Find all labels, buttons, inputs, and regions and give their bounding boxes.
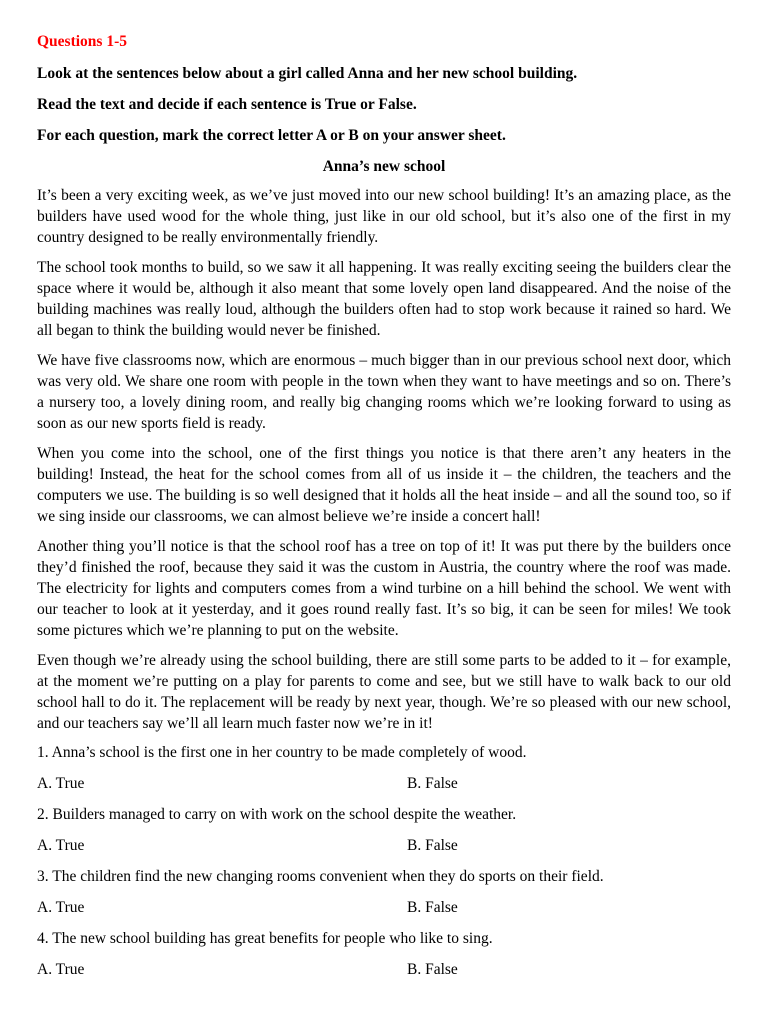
article-paragraph: The school took months to build, so we saw it all happening. It was really exciting seeing the builders clear the space where it would be, although it also meant that some lovely open land disappeared. And the noise of the building machines was really loud, although the builders often had to stop work because it rained so hard. We all began to think the building would never be finished. <box>37 259 731 339</box>
instruction-line-1: Look at the sentences below about a girl called Anna and her new school building. <box>37 65 578 82</box>
article-paragraph: Another thing you’ll notice is that the school roof has a tree on top of it! It was put there by the builders once they’d finished the roof, because they said it was the custom in Austria, the country where the roof was made. The electricity for lights and computers comes from a wind turbine on a hill behind the school. We went with our teacher to look at it yesterday, and it goes round really fast. It’s so big, it can be seen for miles! We took some pictures which we’re planning to put on the website. <box>37 538 731 639</box>
instruction-line-3: For each question, mark the correct letter A or B on your answer sheet. <box>37 127 506 144</box>
question-3-options <box>37 898 731 918</box>
article-paragraph: It’s been a very exciting week, as we’ve just moved into our new school building! It’s an amazing place, as the builders have used wood for the whole thing, just like in our old school, but it’s also one of the first in my country designed to be really environmentally friendly. <box>37 187 731 246</box>
question-1-option-b: B. False <box>407 775 458 792</box>
question-3-option-a: A. True <box>37 899 85 916</box>
article-paragraph: When you come into the school, one of the first things you notice is that there aren’t any heaters in the building! Instead, the heat for the school comes from all of us inside it – the children, the teachers and the computers we use. The building is so well designed that it holds all the heat inside – and all the sound too, so if we sing inside our classrooms, we can almost believe we’re inside a concert hall! <box>37 445 731 525</box>
question-2-options <box>37 836 731 856</box>
instruction-line-2: Read the text and decide if each sentence is True or False. <box>37 96 417 113</box>
document-page <box>37 32 731 991</box>
question-4-option-b: B. False <box>407 961 458 978</box>
question-4-options <box>37 960 731 980</box>
questions-heading: Questions 1-5 <box>37 33 127 50</box>
question-3-option-b: B. False <box>407 899 458 916</box>
question-2-text: 2. Builders managed to carry on with work on the school despite the weather. <box>37 806 517 823</box>
question-2-option-a: A. True <box>37 837 85 854</box>
article-paragraph: We have five classrooms now, which are enormous – much bigger than in our previous school next door, which was very old. We share one room with people in the town when they want to have meetings and so on. There’s a nursery too, a lovely dining room, and really big changing rooms which we’re looking forward to using as soon as our new sports field is ready. <box>37 352 731 432</box>
question-4-text: 4. The new school building has great benefits for people who like to sing. <box>37 930 493 947</box>
question-3-text: 3. The children find the new changing rooms convenient when they do sports on their field. <box>37 868 604 885</box>
question-1-options <box>37 774 731 794</box>
question-1-option-a: A. True <box>37 775 85 792</box>
question-2-option-b: B. False <box>407 837 458 854</box>
article-title: Anna’s new school <box>322 158 446 175</box>
article-paragraph: Even though we’re already using the school building, there are still some parts to be added to it – for example, at the moment we’re putting on a play for parents to come and see, but we still have to walk back to our old school hall to do it. The replacement will be ready by next year, though. We’re so pleased with our new school, and our teachers say we’ll all learn much faster now we’re in it! <box>37 652 731 732</box>
question-1-text: 1. Anna’s school is the first one in her country to be made completely of wood. <box>37 744 527 761</box>
question-4-option-a: A. True <box>37 961 85 978</box>
